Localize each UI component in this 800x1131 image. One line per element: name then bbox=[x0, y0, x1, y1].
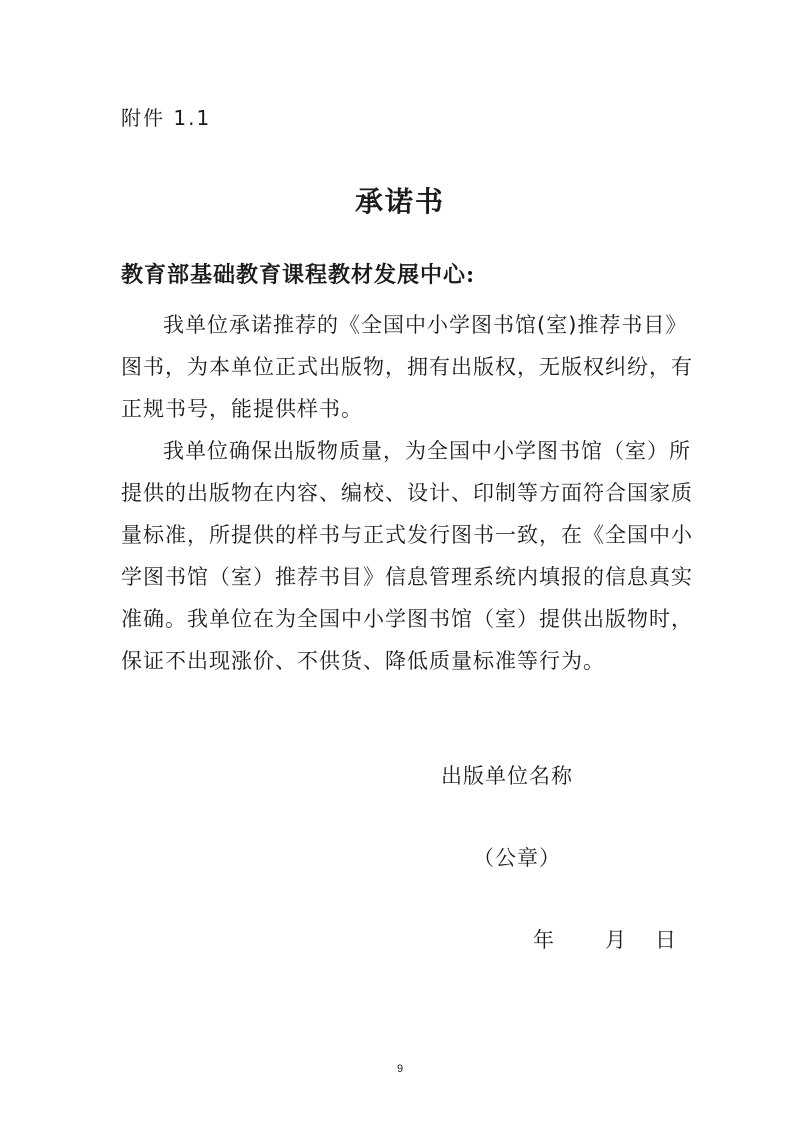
paragraph-line: 准确。我单位在为全国中小学图书馆（室）提供出版物时， bbox=[121, 607, 693, 631]
official-seal-label: （公章） bbox=[473, 846, 561, 870]
document-title: 承诺书 bbox=[354, 185, 445, 218]
paragraph-line: 正规书号，能提供样书。 bbox=[121, 397, 363, 421]
paragraph-quality-guarantee bbox=[121, 430, 693, 682]
publisher-name-label: 出版单位名称 bbox=[441, 764, 573, 788]
paragraph-line: 提供的出版物在内容、编校、设计、印制等方面符合国家质 bbox=[121, 481, 693, 505]
attachment-label: 附件 1.1 bbox=[121, 106, 212, 130]
date-day-label: 日 bbox=[655, 928, 676, 952]
salutation: 教育部基础教育课程教材发展中心: bbox=[121, 262, 476, 288]
date-month-label: 月 bbox=[605, 928, 626, 952]
paragraph-commitment bbox=[121, 304, 693, 430]
page-number: 9 bbox=[396, 1063, 404, 1075]
paragraph-line: 学图书馆（室）推荐书目》信息管理系统内填报的信息真实 bbox=[121, 565, 693, 589]
date-year-label: 年 bbox=[533, 928, 554, 952]
paragraph-line: 我单位确保出版物质量，为全国中小学图书馆（室）所 bbox=[163, 439, 691, 463]
paragraph-line: 量标准，所提供的样书与正式发行图书一致，在《全国中小 bbox=[121, 523, 693, 547]
paragraph-line: 保证不出现涨价、不供货、降低质量标准等行为。 bbox=[121, 649, 605, 673]
paragraph-line: 图书，为本单位正式出版物，拥有出版权，无版权纠纷，有 bbox=[121, 355, 693, 379]
paragraph-line: 我单位承诺推荐的《全国中小学图书馆(室)推荐书目》 bbox=[163, 313, 688, 337]
